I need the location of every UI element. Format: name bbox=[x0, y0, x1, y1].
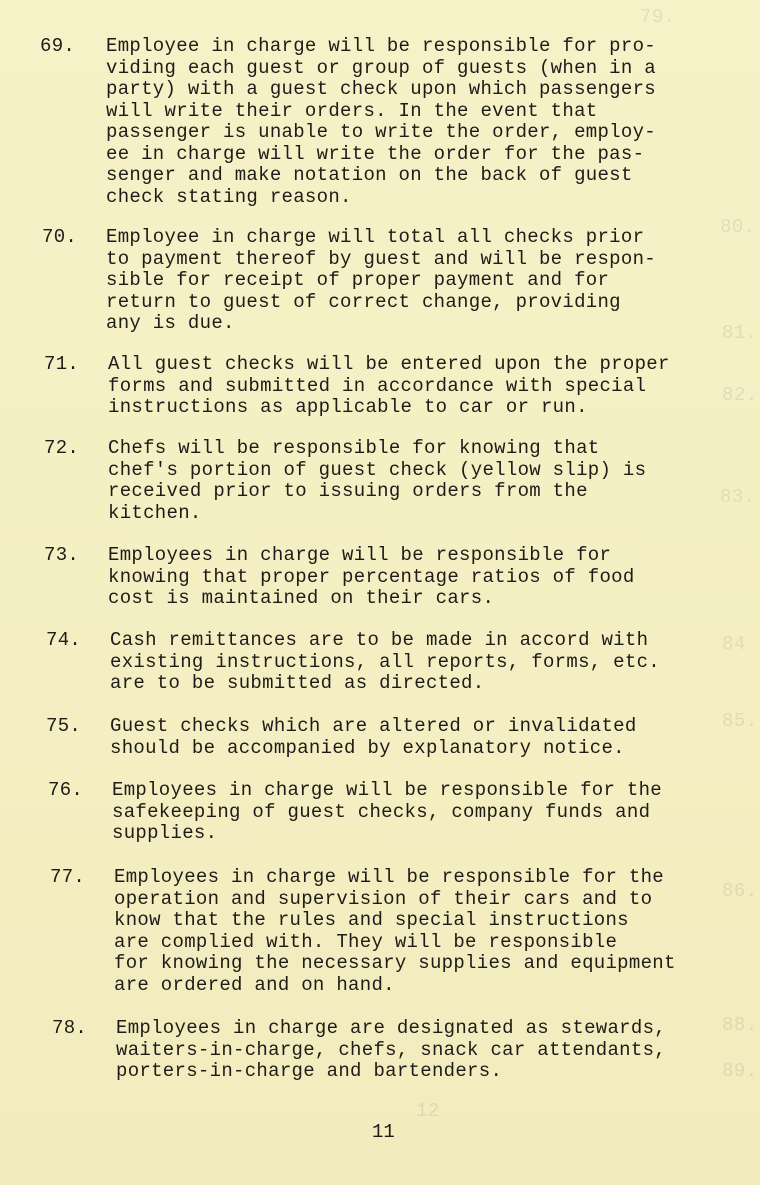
rule-number: 70. bbox=[42, 226, 78, 248]
rule-item-70 bbox=[0, 227, 760, 337]
rule-text: All guest checks will be entered upon the proper forms and submitted in accordance with special instructions as applicable to car or run. bbox=[108, 353, 670, 418]
rule-text: Employees in charge will be responsible for the safekeeping of guest checks, company funds and supplies. bbox=[112, 779, 662, 844]
rule-text: Employees in charge will be responsible for the operation and supervision of their cars and to know that the rules and special instructions are complied with. They will be responsible for knowing the necessary supplies and equipment are ordered and on hand. bbox=[114, 866, 676, 996]
rule-item-72 bbox=[0, 438, 760, 526]
rule-number: 75. bbox=[46, 715, 82, 737]
bleed-through-text: 81. bbox=[722, 322, 758, 344]
rule-text: Guest checks which are altered or invalidated should be accompanied by explanatory notice. bbox=[110, 715, 637, 759]
rule-item-76 bbox=[0, 780, 760, 846]
rule-number: 74. bbox=[46, 629, 82, 651]
rule-number: 73. bbox=[44, 544, 80, 566]
rule-item-78 bbox=[0, 1018, 760, 1084]
bleed-through-text: 82. bbox=[722, 384, 758, 406]
bleed-through-text: 80. bbox=[720, 216, 756, 238]
rule-number: 78. bbox=[52, 1017, 88, 1039]
rule-item-74 bbox=[0, 630, 760, 696]
rule-number: 72. bbox=[44, 437, 80, 459]
rule-text: Employees in charge will be responsible for knowing that proper percentage ratios of food cost is maintained on their cars. bbox=[108, 544, 635, 609]
rule-text: Employee in charge will total all checks prior to payment thereof by guest and will be respon- sible for receipt of proper payment and for return to guest of correct change, providing any is due. bbox=[106, 226, 656, 334]
rule-item-69 bbox=[0, 36, 760, 211]
rule-number: 69. bbox=[40, 35, 76, 57]
bleed-through-text: 86. bbox=[722, 880, 758, 902]
bleed-through-text: 84 bbox=[722, 633, 746, 655]
rule-item-75 bbox=[0, 716, 760, 760]
rule-item-77 bbox=[0, 867, 760, 999]
rule-text: Employee in charge will be responsible for pro- viding each guest or group of guests (when in a party) with a guest check upon which passengers will write their orders. In the event that passenger is unable to write the order, employ- ee in charge will write the order for the pas- senger and make notation on the back of guest check stating reason. bbox=[106, 35, 656, 208]
rule-number: 71. bbox=[44, 353, 80, 375]
rule-text: Employees in charge are designated as stewards, waiters-in-charge, chefs, snack car attendants, porters-in-charge and bartenders. bbox=[116, 1017, 666, 1082]
page-number: 11 bbox=[372, 1121, 395, 1143]
bleed-through-text: 12 bbox=[416, 1100, 440, 1122]
bleed-through-text: 79. bbox=[640, 6, 676, 28]
bleed-through-text: 89. bbox=[722, 1060, 758, 1082]
bleed-through-text: 85. bbox=[722, 710, 758, 732]
bleed-through-text: 83. bbox=[720, 486, 756, 508]
bleed-through-text: 88. bbox=[722, 1014, 758, 1036]
rule-text: Chefs will be responsible for knowing that chef's portion of guest check (yellow slip) is received prior to issuing orders from the kitchen. bbox=[108, 437, 647, 524]
rule-item-73 bbox=[0, 545, 760, 611]
rule-text: Cash remittances are to be made in accord with existing instructions, all reports, forms, etc. are to be submitted as directed. bbox=[110, 629, 660, 694]
rule-number: 77. bbox=[50, 866, 86, 888]
rule-number: 76. bbox=[48, 779, 84, 801]
rule-item-71 bbox=[0, 354, 760, 420]
